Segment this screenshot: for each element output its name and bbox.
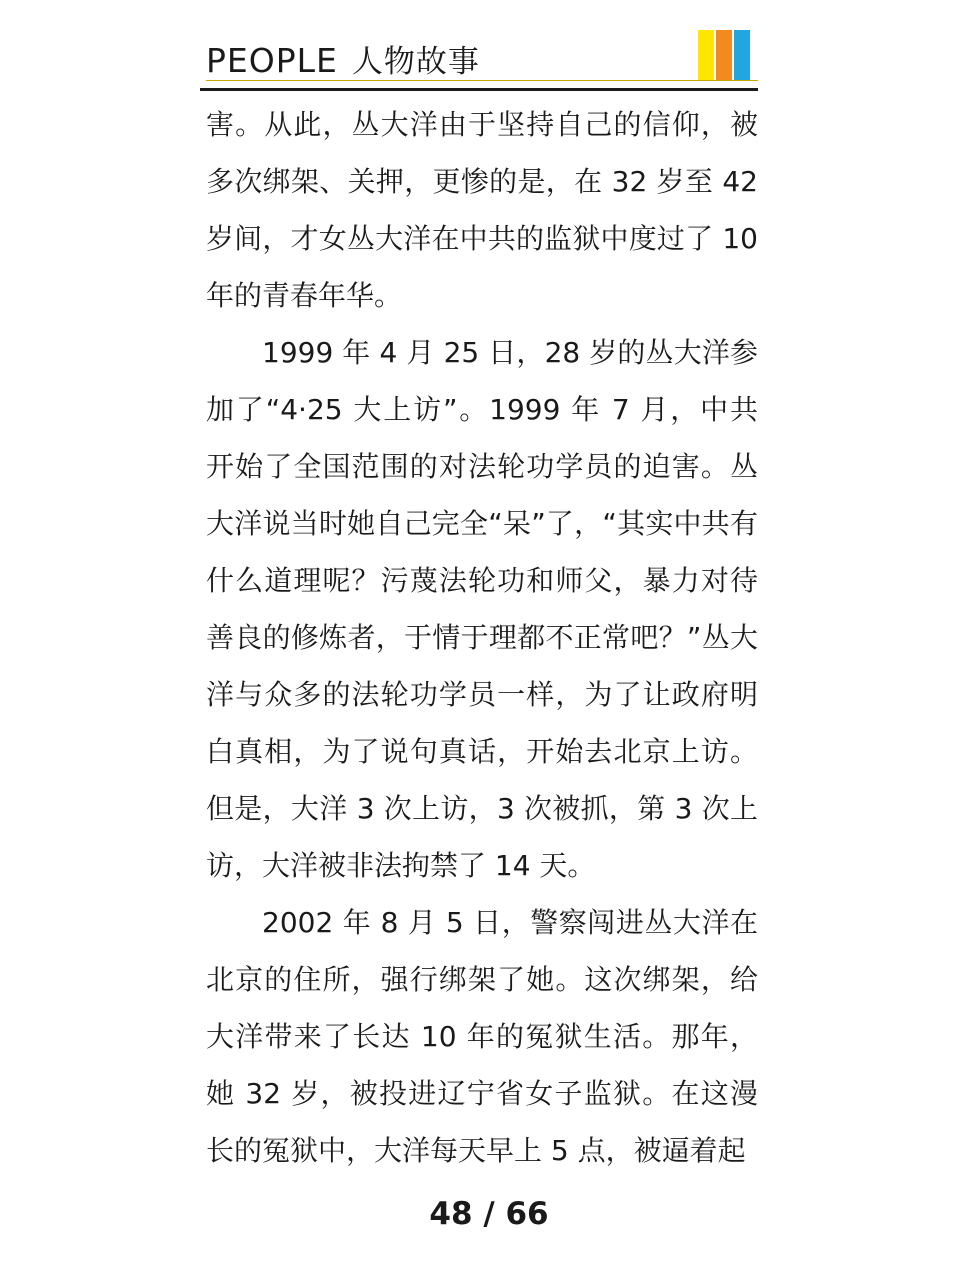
paragraph-1: 害。从此，丛大洋由于坚持自己的信仰，被多次绑架、关押，更惨的是，在 32 岁至 42 岁间，才女丛大洋在中共的监狱中度过了 10 年的青春年华。: [206, 108, 758, 312]
blue-bar: [734, 30, 750, 80]
paragraph-2: 1999 年 4 月 25 日，28 岁的丛大洋参加了“4·25 大上访”。1999 年 7 月，中共开始了全国范围的对法轮功学员的迫害。丛大洋说当时她自己完全“呆”了，“其实中共有什么道理呢？污蔑法轮功和师父，暴力对待善良的修炼者，于情于理都不正常吧？”丛大洋与众多的法轮功学员一样，为了让政府明白真相，为了说句真话，开始去北京上访。但是，大洋 3 次上访，3 次被抓，第 3 次上访，大洋被非法拘禁了 14 天。: [206, 336, 758, 882]
section-title-cn: 人物故事: [351, 44, 480, 80]
article-body: [206, 96, 758, 1179]
section-title: [206, 36, 480, 81]
header-rule-thin: [206, 80, 758, 81]
color-bars-decoration: [698, 30, 750, 80]
yellow-bar: [698, 30, 714, 80]
header-rule-thick: [200, 88, 758, 91]
section-title-en: PEOPLE: [206, 41, 338, 80]
orange-bar: [716, 30, 732, 80]
page-number: 48 / 66: [429, 1196, 549, 1232]
paragraph-3: 2002 年 8 月 5 日，警察闯进丛大洋在北京的住所，强行绑架了她。这次绑架，给大洋带来了长达 10 年的冤狱生活。那年，她 32 岁，被投进辽宁省女子监狱。在这漫长的冤狱中，大洋每天早上 5 点，被逼着起: [206, 906, 758, 1167]
page-header: [206, 24, 758, 94]
